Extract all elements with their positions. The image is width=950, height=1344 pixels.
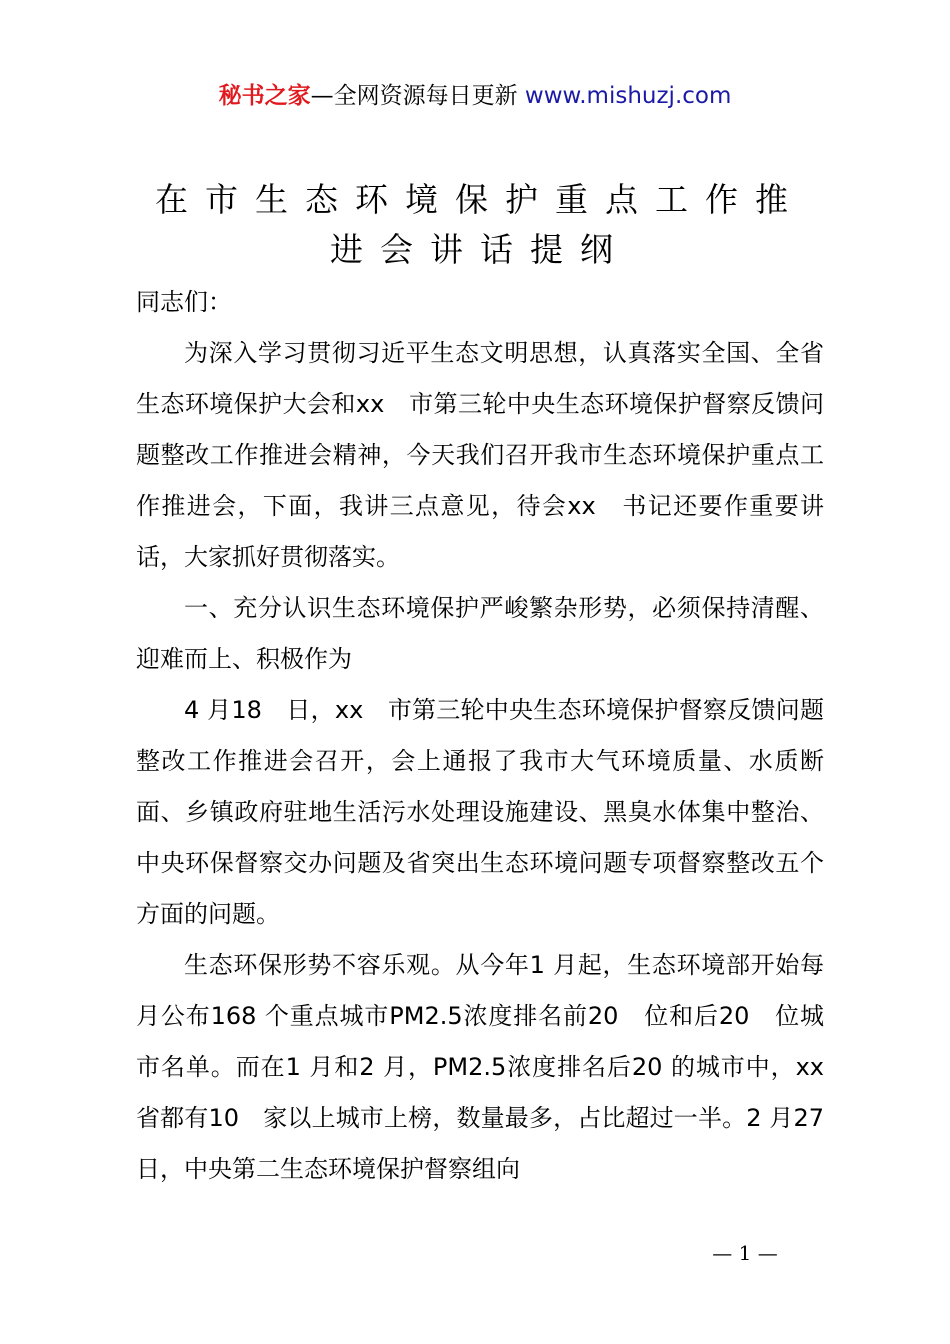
paragraph-intro: 为深入学习贯彻习近平生态文明思想，认真落实全国、全省生态环境保护大会和xx 市第三轮中央生态环境保护督察反馈问题整改工作推进会精神，今天我们召开我市生态环境保护重点工作推进会，下面，我讲三点意见，待会xx 书记还要作重要讲话，大家抓好贯彻落实。: [136, 339, 824, 571]
paragraph-situation: 生态环保形势不容乐观。从今年1 月起，生态环境部开始每月公布168 个重点城市PM2.5浓度排名前20 位和后20 位城市名单。而在1 月和2 月，PM2.5浓度排名后20 的城市中，xx 省都有10 家以上城市上榜，数量最多，占比超过一半。2 月27 日，中央第二生态环境保护督察组向: [136, 951, 848, 1183]
document-title-line-1: 在市生态环境保护重点工作推: [155, 180, 805, 219]
site-url[interactable]: www.mishuzj.com: [524, 83, 732, 109]
page-number: — 1 —: [712, 1241, 778, 1265]
site-header: [0, 80, 950, 112]
document-body: [136, 277, 848, 1195]
brand-name: 秘书之家: [218, 83, 311, 109]
header-tagline: —全网资源每日更新: [310, 83, 518, 109]
salutation: 同志们：: [136, 288, 232, 316]
section-heading-1: 一、充分认识生态环境保护严峻繁杂形势，必须保持清醒、迎难而上、积极作为: [136, 594, 824, 673]
paragraph-meeting: 4 月18 日，xx 市第三轮中央生态环境保护督察反馈问题整改工作推进会召开，会上通报了我市大气环境质量、水质断面、乡镇政府驻地生活污水处理设施建设、黑臭水体集中整治、中央环保督察交办问题及省突出生态环境问题专项督察整改五个方面的问题。: [136, 696, 824, 928]
document-title-line-2: 进会讲话提纲: [330, 230, 630, 269]
